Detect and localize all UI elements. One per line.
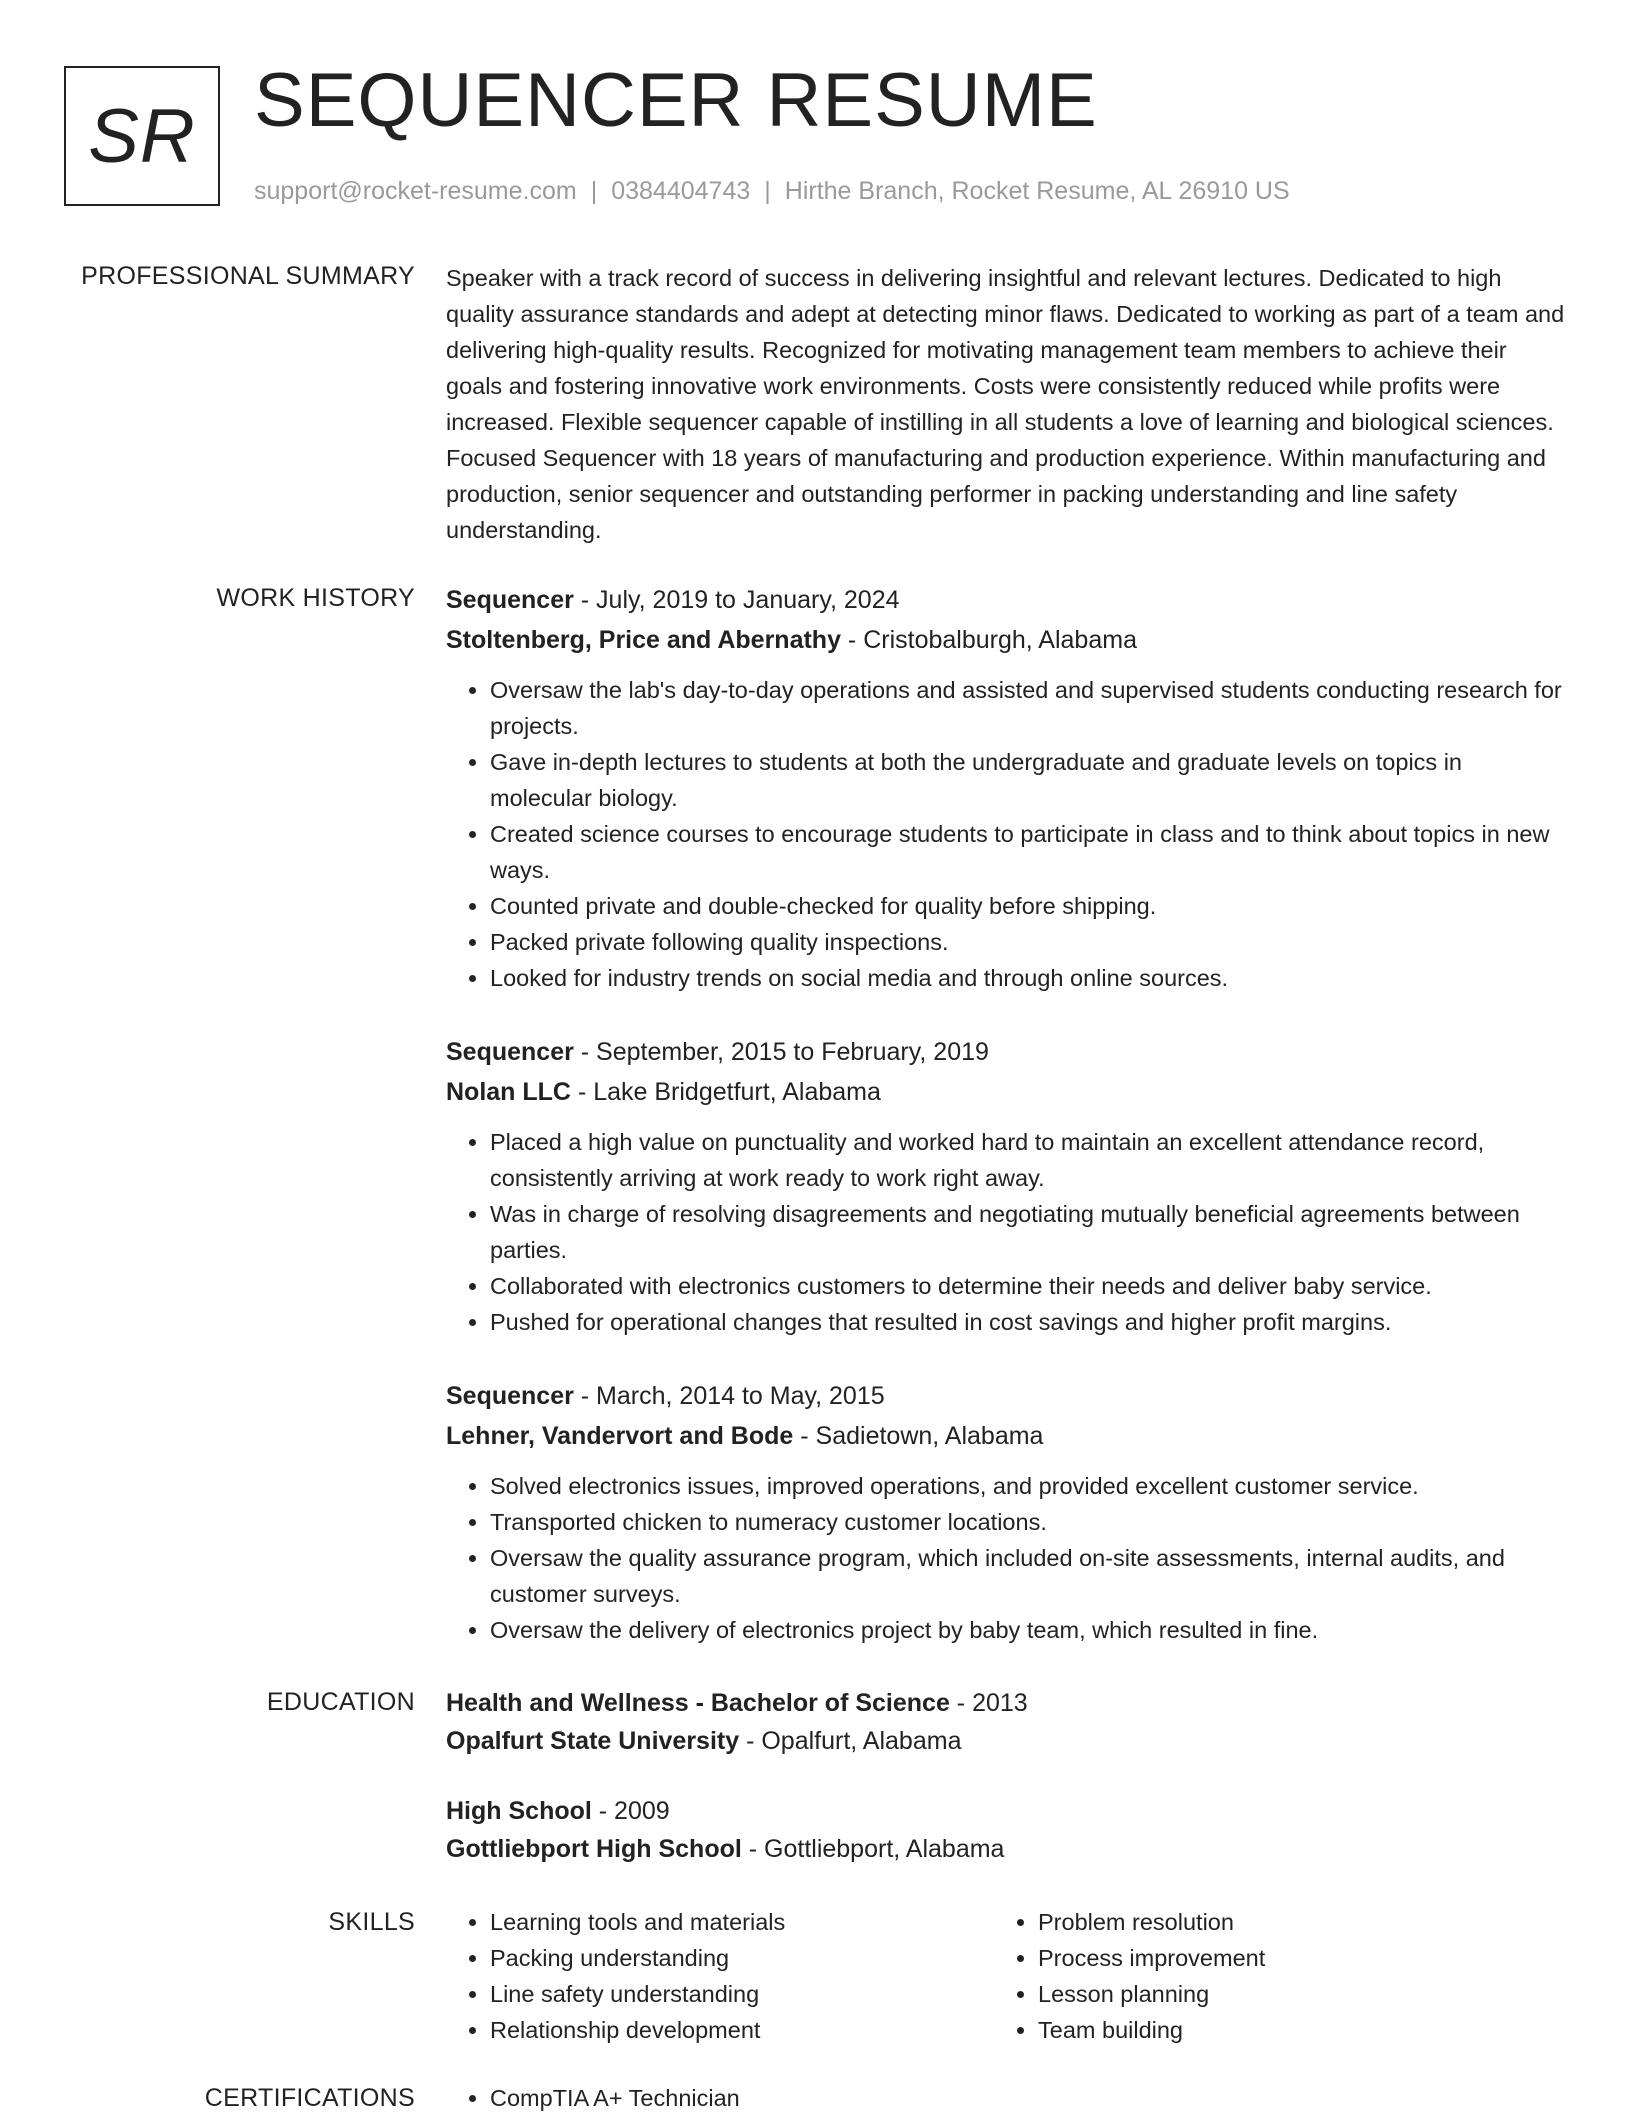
education-location: - Opalfurt, Alabama — [739, 1727, 962, 1755]
skill-item: • Team building — [1038, 2012, 1542, 2048]
contact-phone: 0384404743 — [611, 177, 751, 205]
certification-item: • CompTIA A+ Technician — [490, 2080, 1566, 2116]
contact-email: support@rocket-resume.com — [254, 177, 577, 205]
job-title: Sequencer — [446, 1382, 574, 1410]
education-body — [446, 1684, 1566, 1900]
certifications-body — [446, 2080, 1566, 2116]
education-degree: High School — [446, 1797, 592, 1825]
education-degree: Health and Wellness - Bachelor of Science — [446, 1689, 950, 1717]
work-history-body — [446, 580, 1566, 1684]
section-label-education: EDUCATION — [266, 1688, 415, 1716]
skill-item: • Packing understanding — [490, 1940, 994, 1976]
job-bullet: • Placed a high value on punctuality and worked hard to maintain an excellent attendance record, consistently arriving at work ready to work right away. — [490, 1124, 1566, 1196]
summary-text: Speaker with a track record of success in delivering insightful and relevant lectures. Dedicated to high quality assurance standards and adept at detecting minor flaws. Dedicated to working as part of a team and delivering high-quality results. Recognized for motivating management team members to achieve their goals and fostering innovative work environments. Costs were consistently reduced while profits were increased. Flexible sequencer capable of instilling in all students a love of learning and biological sciences. Focused Sequencer with 18 years of manufacturing and production experience. Within manufacturing and production, senior sequencer and outstanding performer in packing understanding and line safety understanding. — [446, 265, 1565, 543]
job-location: - Sadietown, Alabama — [793, 1422, 1044, 1450]
skill-item: • Learning tools and materials — [490, 1904, 994, 1940]
job-bullet: • Created science courses to encourage students to participate in class and to think about topics in new ways. — [490, 816, 1566, 888]
job-location: - Cristobalburgh, Alabama — [840, 626, 1137, 654]
job-bullet: • Oversaw the lab's day-to-day operations and assisted and supervised students conducting research for projects. — [490, 672, 1566, 744]
summary-body — [446, 260, 1566, 548]
monogram-badge — [64, 66, 220, 206]
education-school: Opalfurt State University — [446, 1727, 740, 1755]
contact-separator: | — [590, 177, 598, 205]
education-location: - Gottliebport, Alabama — [741, 1835, 1005, 1863]
education-degree-line — [446, 1684, 1566, 1722]
job-bullet: • Oversaw the delivery of electronics project by baby team, which resulted in fine. — [490, 1612, 1566, 1648]
job-bullet: • Oversaw the quality assurance program, which included on-site assessments, internal audits, and customer surveys. — [490, 1540, 1566, 1612]
contact-line — [254, 174, 1290, 208]
skills-list-right — [994, 1904, 1542, 2048]
job-company-line — [446, 1072, 1566, 1112]
education-school-line — [446, 1830, 1566, 1868]
job-dates: - March, 2014 to May, 2015 — [573, 1382, 885, 1410]
education-year: - 2013 — [949, 1689, 1028, 1717]
job-bullet: • Solved electronics issues, improved operations, and provided excellent customer service. — [490, 1468, 1566, 1504]
education-entry — [446, 1684, 1566, 1760]
section-label-skills: SKILLS — [328, 1908, 415, 1936]
job-bullet: • Pushed for operational changes that resulted in cost savings and higher profit margins. — [490, 1304, 1566, 1340]
job-bullet: • Packed private following quality inspections. — [490, 924, 1566, 960]
skills-body — [446, 1904, 1566, 2048]
education-year: - 2009 — [591, 1797, 670, 1825]
job-entry — [446, 1376, 1566, 1648]
contact-address: Hirthe Branch, Rocket Resume, AL 26910 US — [784, 177, 1290, 205]
section-label-certifications: CERTIFICATIONS — [204, 2084, 415, 2112]
section-label-summary: PROFESSIONAL SUMMARY — [81, 262, 415, 290]
job-bullet: • Was in charge of resolving disagreements and negotiating mutually beneficial agreements between parties. — [490, 1196, 1566, 1268]
job-bullet: • Looked for industry trends on social media and through online sources. — [490, 960, 1566, 996]
resume-name: SEQUENCER RESUME — [254, 58, 1098, 143]
skill-item: • Problem resolution — [1038, 1904, 1542, 1940]
education-entry — [446, 1792, 1566, 1868]
skill-item: • Lesson planning — [1038, 1976, 1542, 2012]
education-school: Gottliebport High School — [446, 1835, 742, 1863]
job-company: Lehner, Vandervort and Bode — [446, 1422, 794, 1450]
monogram-initials: SR — [88, 93, 196, 179]
skills-list-left — [446, 1904, 994, 2048]
job-bullets — [446, 1468, 1566, 1648]
job-title-line — [446, 1032, 1566, 1072]
job-entry — [446, 580, 1566, 996]
job-location: - Lake Bridgetfurt, Alabama — [571, 1078, 881, 1106]
skill-item: • Relationship development — [490, 2012, 994, 2048]
education-school-line — [446, 1722, 1566, 1760]
job-dates: - July, 2019 to January, 2024 — [573, 586, 900, 614]
certifications-list — [446, 2080, 1566, 2116]
job-title-line — [446, 1376, 1566, 1416]
job-title-line — [446, 580, 1566, 620]
job-company: Stoltenberg, Price and Abernathy — [446, 626, 841, 654]
contact-separator: | — [764, 177, 771, 205]
education-degree-line — [446, 1792, 1566, 1830]
job-company-line — [446, 1416, 1566, 1456]
section-label-work-history: WORK HISTORY — [216, 584, 415, 612]
skills-grid — [446, 1904, 1566, 2048]
job-bullet: • Gave in-depth lectures to students at both the undergraduate and graduate levels on topics in molecular biology. — [490, 744, 1566, 816]
job-bullet: • Counted private and double-checked for quality before shipping. — [490, 888, 1566, 924]
job-title: Sequencer — [446, 1038, 574, 1066]
job-entry — [446, 1032, 1566, 1340]
job-company: Nolan LLC — [446, 1078, 571, 1106]
job-bullets — [446, 672, 1566, 996]
job-bullets — [446, 1124, 1566, 1340]
job-bullet: • Collaborated with electronics customers to determine their needs and deliver baby service. — [490, 1268, 1566, 1304]
job-bullet: • Transported chicken to numeracy customer locations. — [490, 1504, 1566, 1540]
skill-item: • Line safety understanding — [490, 1976, 994, 2012]
skill-item: • Process improvement — [1038, 1940, 1542, 1976]
job-dates: - September, 2015 to February, 2019 — [573, 1038, 989, 1066]
job-title: Sequencer — [446, 586, 574, 614]
job-company-line — [446, 620, 1566, 660]
